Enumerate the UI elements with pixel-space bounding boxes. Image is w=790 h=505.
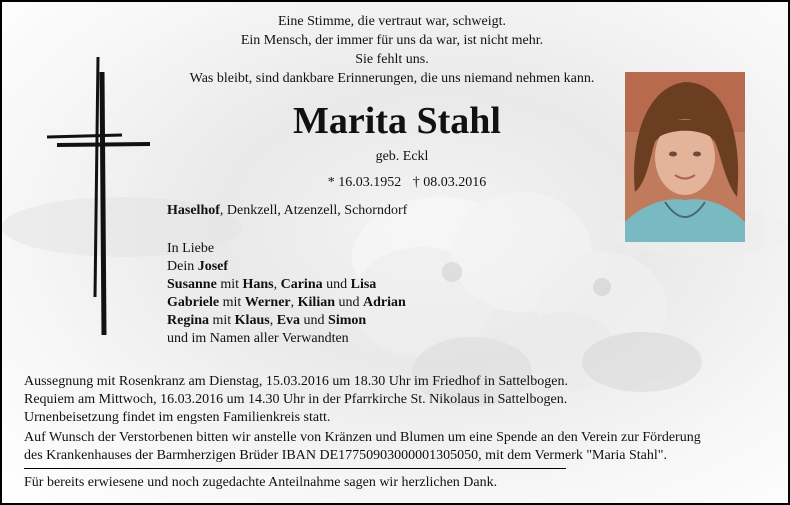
place-main: Haselhof (167, 203, 220, 218)
mourners-list (167, 240, 406, 348)
poem-line: Sie fehlt uns. (355, 52, 429, 67)
cross-icon (42, 57, 152, 337)
mourner-line: Gabriele mit Werner, Kilian und Adrian (167, 295, 406, 310)
thanks-line: Für bereits erwiesene und noch zugedachte Anteilnahme sagen wir herzlichen Dank. (24, 475, 498, 490)
life-dates (292, 175, 522, 191)
maiden-name: geb. Eckl (375, 149, 429, 164)
memorial-poem (142, 12, 642, 88)
poem-line: Eine Stimme, die vertraut war, schweigt. (277, 14, 507, 29)
places-line (167, 203, 407, 219)
deceased-name: Marita Stahl (293, 100, 501, 142)
info-line: Aussegnung mit Rosenkranz am Dienstag, 15.03.2016 um 18.30 Uhr im Friedhof in Sattelbogen. (24, 374, 568, 389)
birth-date: * 16.03.1952 (327, 175, 402, 190)
mourner-line: Susanne mit Hans, Carina und Lisa (167, 277, 377, 292)
death-date: † 08.03.2016 (412, 175, 487, 190)
mourner-line: Regina mit Klaus, Eva und Simon (167, 313, 367, 328)
mourners-closing: und im Namen aller Verwandten (167, 331, 349, 346)
donation-line: Auf Wunsch der Verstorbenen bitten wir anstelle von Kränzen und Blumen um eine Spende an den Verein zur Förderung (24, 430, 701, 445)
poem-line: Ein Mensch, der immer für uns da war, ist nicht mehr. (240, 33, 544, 48)
service-information (24, 373, 568, 427)
info-line: Requiem am Mittwoch, 16.03.2016 um 14.30 Uhr in der Pfarrkirche St. Nikolaus in Sattelbogen. (24, 392, 568, 407)
mourners-intro: In Liebe (167, 241, 215, 256)
donation-line: des Krankenhauses der Barmherzigen Brüder IBAN DE17750903000001305050, mit dem Vermerk "Maria Stahl". (24, 448, 667, 463)
mourner-line: Dein Josef (167, 259, 229, 274)
portrait-photo (625, 72, 745, 242)
info-line: Urnenbeisetzung findet im engsten Familienkreis statt. (24, 410, 331, 425)
places-rest: , Denkzell, Atzenzell, Schorndorf (219, 203, 408, 218)
poem-line: Was bleibt, sind dankbare Erinnerungen, die uns niemand nehmen kann. (189, 71, 595, 86)
divider (24, 468, 566, 469)
donation-request (24, 429, 701, 465)
